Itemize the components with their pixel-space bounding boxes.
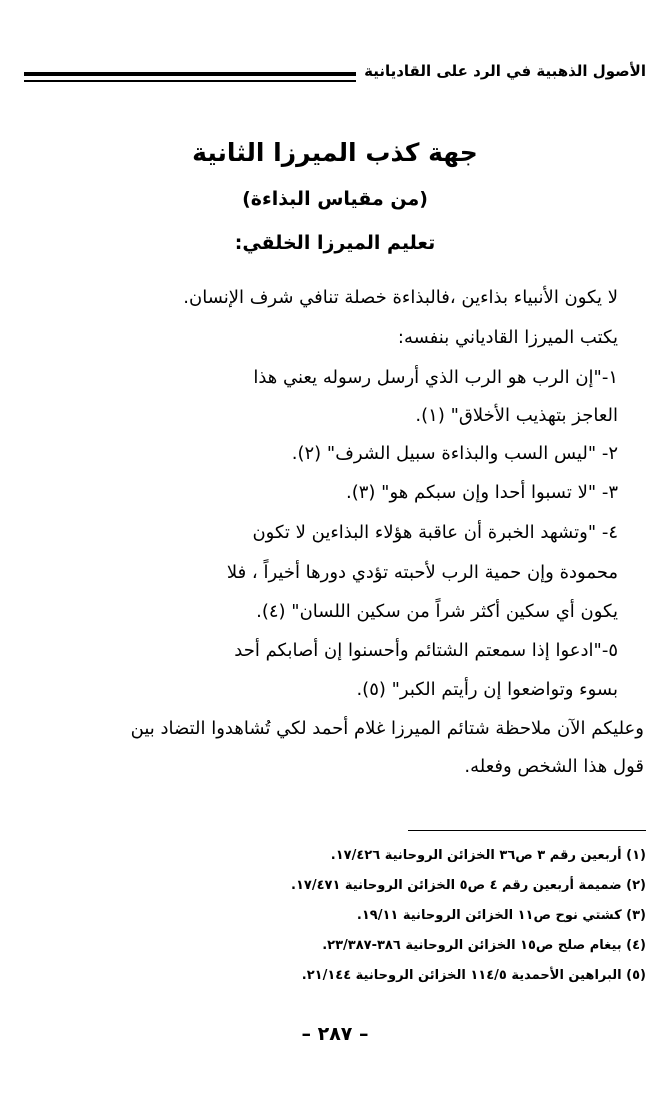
quote-line: ٤- "وتشهد الخبرة أن عاقبة هؤلاء البذاءين لا تكون — [252, 522, 618, 543]
header-rule-thick — [24, 72, 356, 76]
footnote: (٣) كشتي نوح ص١١ الخزائن الروحانية ١٩/١١. — [356, 908, 646, 923]
body-line: لا يكون الأنبياء بذاءين ،فالبذاءة خصلة تنافي شرف الإنسان. — [183, 287, 618, 308]
quote-line: ١-"إن الرب هو الرب الذي أرسل رسوله يعني هذا — [253, 367, 618, 388]
quote-line: العاجز بتهذيب الأخلاق" (١). — [415, 405, 618, 426]
quote-line: محمودة وإن حمية الرب لأحبته تؤدي دورها أخيراً ، فلا — [226, 562, 618, 583]
footnote: (٥) البراهين الأحمدية ١١٤/٥ الخزائن الروحانية ٢١/١٤٤. — [301, 968, 646, 983]
section-heading: تعليم الميرزا الخلقي: — [234, 232, 436, 254]
footnote: (٢) ضميمة أربعين رقم ٤ ص٥ الخزائن الروحانية ١٧/٤٧١. — [291, 878, 646, 893]
quote-line: ٥-"ادعوا إذا سمعتم الشتائم وأحسنوا إن أصابكم أحد — [234, 640, 618, 661]
page-number: – ٢٨٧ – — [301, 1023, 369, 1045]
running-header — [24, 60, 646, 96]
main-title: جهة كذب الميرزا الثانية — [192, 138, 478, 167]
subtitle: (من مقياس البذاءة) — [242, 188, 428, 210]
quote-line: بسوء وتواضعوا إن رأيتم الكبر" (٥). — [356, 679, 618, 700]
header-rule-thin — [24, 80, 356, 82]
quote-line: ٣- "لا تسبوا أحدا وإن سبكم هو" (٣). — [346, 482, 618, 503]
quote-line: ٢- "ليس السب والبذاءة سبيل الشرف" (٢). — [291, 443, 618, 464]
footnote-separator — [408, 830, 646, 831]
footnote: (١) أربعين رقم ٣ ص٣٦ الخزائن الروحانية ١٧/٤٢٦. — [330, 848, 646, 863]
running-header-title: الأصول الذهبية في الرد على القاديانية — [364, 62, 646, 80]
quote-line: يكون أي سكين أكثر شراً من سكين اللسان" (٤). — [256, 601, 618, 622]
body-line: يكتب الميرزا القادياني بنفسه: — [397, 327, 618, 348]
body-line: قول هذا الشخص وفعله. — [464, 756, 644, 777]
body-line: وعليكم الآن ملاحظة شتائم الميرزا غلام أحمد لكي تُشاهدوا التضاد بين — [130, 718, 644, 739]
footnote: (٤) بيغام صلح ص١٥ الخزائن الروحانية ٣٨٦-٢٣/٣٨٧. — [322, 938, 646, 953]
